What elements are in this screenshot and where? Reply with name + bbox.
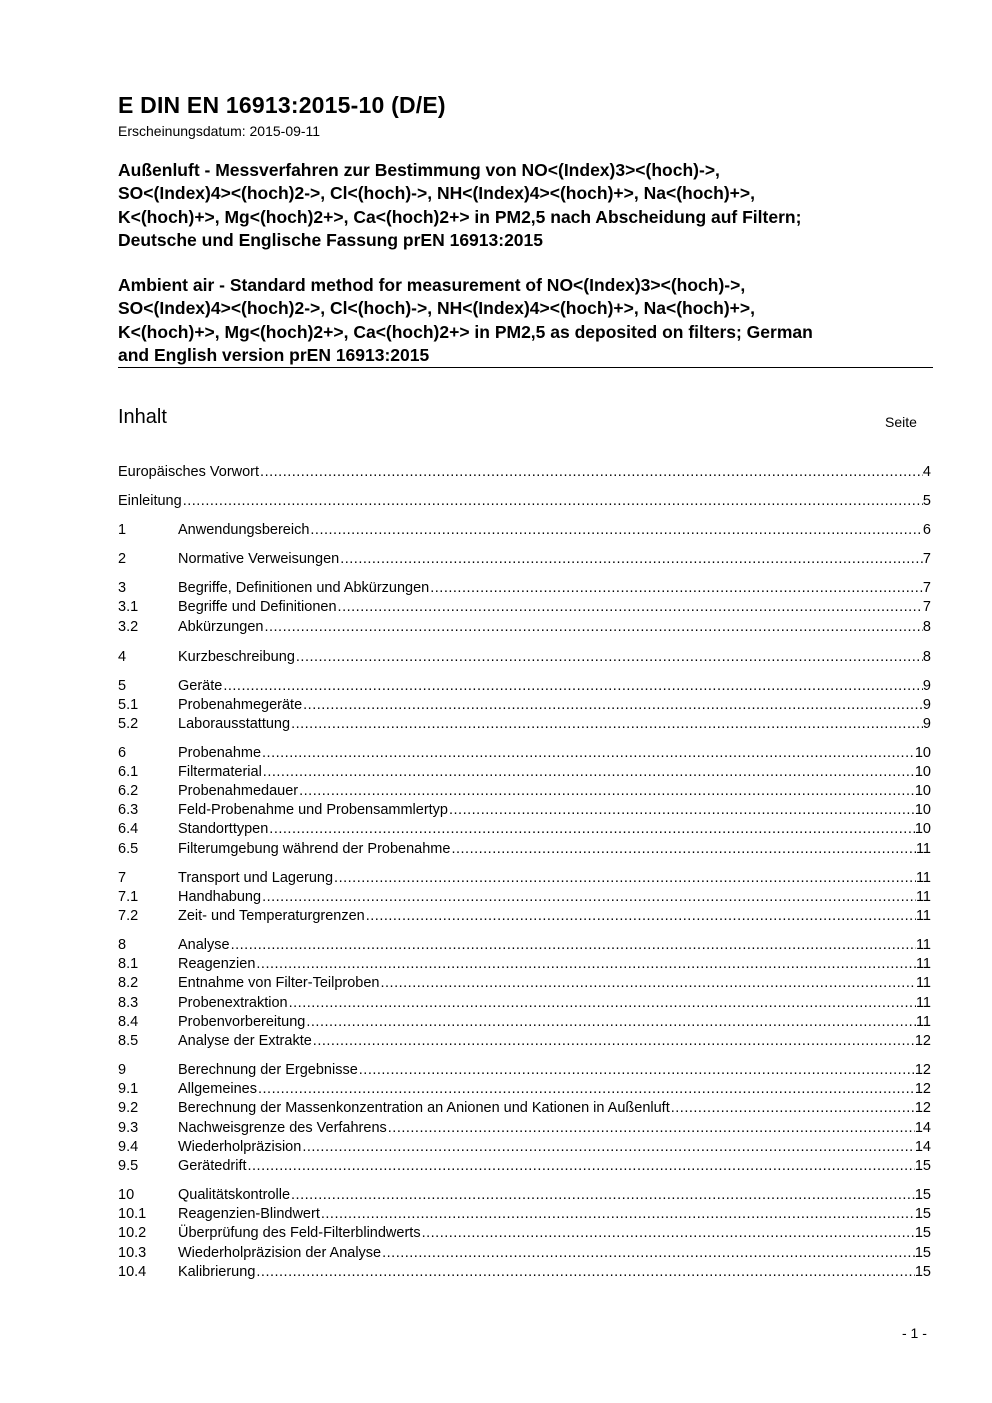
toc-entry[interactable] [118, 1119, 931, 1138]
toc-entry[interactable] [118, 1061, 931, 1080]
toc-entry-number: 5.2 [118, 716, 139, 732]
toc-entry-page: 11 [915, 1014, 931, 1030]
toc-entry-page: 15 [914, 1264, 931, 1280]
toc-entry-number: 4 [118, 649, 127, 665]
toc-entry[interactable] [118, 463, 931, 482]
toc-entry-title: Überprüfung des Feld-Filterblindwerts [178, 1225, 421, 1241]
toc-entry-title: Feld-Probenahme und Probensammlertyp [178, 802, 448, 818]
toc-entry-page: 14 [914, 1139, 931, 1155]
toc-leader-dots [320, 1205, 915, 1224]
toc-leader-dots [339, 550, 923, 569]
toc-entry[interactable] [118, 1099, 931, 1118]
toc-entry-number: 7 [118, 870, 127, 886]
toc-leader-dots [230, 936, 916, 955]
toc-heading: Inhalt [118, 406, 167, 428]
title-english-line: SO<(Index)4><(hoch)2->, Cl<(hoch)->, NH<(Index)4><(hoch)+>, Na<(hoch)+>, [118, 298, 755, 319]
toc-entry-number: 3.1 [118, 599, 139, 615]
toc-entry-page: 11 [915, 908, 931, 924]
toc-leader-dots [381, 1244, 915, 1263]
toc-entry-title: Nachweisgrenze des Verfahrens [178, 1120, 387, 1136]
toc-entry[interactable] [118, 1263, 931, 1282]
toc-leader-dots [387, 1119, 915, 1138]
toc-leader-dots [262, 763, 915, 782]
toc-leader-dots [298, 782, 915, 801]
toc-entry[interactable] [118, 1224, 931, 1243]
toc-entry-number: 10.3 [118, 1245, 147, 1261]
toc-leader-dots [337, 598, 923, 617]
toc-entry-page: 7 [922, 599, 931, 615]
toc-entry-title: Europäisches Vorwort [118, 464, 260, 480]
toc-entry-page: 4 [922, 464, 931, 480]
toc-entry-number: 9.4 [118, 1139, 139, 1155]
toc-entry[interactable] [118, 936, 931, 955]
toc-entry[interactable] [118, 1157, 931, 1176]
title-german-line: Deutsche und Englische Fassung prEN 16913:2015 [118, 229, 544, 250]
toc-leader-dots [312, 1032, 915, 1051]
toc-entry-title: Begriffe und Definitionen [178, 599, 337, 615]
footer-page-number: - 1 - [902, 1325, 927, 1341]
toc-entry-page: 15 [914, 1206, 931, 1222]
toc-entry-title: Anwendungsbereich [178, 522, 310, 538]
toc-entry[interactable] [118, 715, 931, 734]
toc-leader-dots [290, 715, 923, 734]
toc-leader-dots [380, 974, 916, 993]
toc-entry[interactable] [118, 955, 931, 974]
toc-entry-number: 2 [118, 551, 127, 567]
title-german [118, 159, 938, 252]
toc-entry-page: 8 [922, 649, 931, 665]
toc-leader-dots [450, 840, 915, 859]
toc-entry-number: 9 [118, 1062, 127, 1078]
toc-entry[interactable] [118, 974, 931, 993]
toc-leader-dots [222, 677, 923, 696]
toc-entry-number: 6 [118, 745, 127, 761]
toc-entry-number: 8.2 [118, 975, 139, 991]
toc-entry[interactable] [118, 1138, 931, 1157]
toc-entry-page: 9 [922, 697, 931, 713]
toc-leader-dots [305, 1013, 916, 1032]
toc-entry-page: 15 [914, 1158, 931, 1174]
toc-entry-title: Begriffe, Definitionen und Abkürzungen [178, 580, 430, 596]
title-english [118, 274, 938, 367]
title-german-line: Außenluft - Messverfahren zur Bestimmung von NO<(Index)3><(hoch)->, [118, 160, 720, 180]
toc-entry-number: 10.4 [118, 1264, 147, 1280]
toc-entry-title: Gerätedrift [178, 1158, 247, 1174]
toc-entry-title: Analyse [178, 937, 230, 953]
toc-entry-title: Standorttypen [178, 821, 269, 837]
toc-entry-number: 6.2 [118, 783, 139, 799]
toc-leader-dots [421, 1224, 915, 1243]
title-german-line: SO<(Index)4><(hoch)2->, Cl<(hoch)->, NH<(Index)4><(hoch)+>, Na<(hoch)+>, [118, 183, 755, 204]
toc-entry-page: 15 [914, 1225, 931, 1241]
toc-entry-title: Geräte [178, 678, 223, 694]
toc-entry-title: Normative Verweisungen [178, 551, 340, 567]
toc-entry-page: 11 [915, 889, 931, 905]
toc-entry-title: Abkürzungen [178, 619, 264, 635]
toc-leader-dots [670, 1099, 915, 1118]
toc-entry-page: 11 [915, 841, 931, 857]
toc-entry-number: 10 [118, 1187, 135, 1203]
toc-entry-page: 11 [915, 956, 931, 972]
toc-entry-title: Berechnung der Massenkonzentration an Anionen und Kationen in Außenluft [178, 1100, 670, 1116]
toc-leader-dots [255, 1263, 914, 1282]
toc-leader-dots [358, 1061, 915, 1080]
toc-entry[interactable] [118, 744, 931, 763]
toc-leader-dots [261, 744, 915, 763]
toc-entry[interactable] [118, 840, 931, 859]
toc-page-label: Seite [885, 414, 917, 430]
toc-entry-page: 15 [914, 1187, 931, 1203]
toc-entry-page: 5 [922, 493, 931, 509]
toc-entry[interactable] [118, 521, 931, 540]
toc-leader-dots [259, 463, 923, 482]
toc-entry-title: Einleitung [118, 493, 182, 509]
toc-entry-title: Qualitätskontrolle [178, 1187, 291, 1203]
toc-entry-page: 12 [914, 1062, 931, 1078]
toc-leader-dots [268, 820, 915, 839]
toc-entry-number: 7.1 [118, 889, 139, 905]
toc-entry-number: 7.2 [118, 908, 139, 924]
toc-entry-title: Kalibrierung [178, 1264, 256, 1280]
toc-entry[interactable] [118, 1032, 931, 1051]
toc-entry-title: Laborausstattung [178, 716, 291, 732]
toc-entry-number: 1 [118, 522, 127, 538]
toc-entry-number: 5.1 [118, 697, 139, 713]
toc-leader-dots [295, 648, 923, 667]
toc-entry-page: 12 [914, 1081, 931, 1097]
toc-entry-title: Probenextraktion [178, 995, 288, 1011]
toc-entry-number: 5 [118, 678, 127, 694]
toc-entry-page: 11 [915, 870, 931, 886]
toc-entry-title: Zeit- und Temperaturgrenzen [178, 908, 365, 924]
title-divider [118, 367, 933, 368]
toc-entry[interactable] [118, 801, 931, 820]
toc-leader-dots [429, 579, 923, 598]
toc-entry-page: 11 [915, 937, 931, 953]
toc-entry-page: 14 [914, 1120, 931, 1136]
toc-entry[interactable] [118, 994, 931, 1013]
toc-entry[interactable] [118, 1205, 931, 1224]
toc-entry-title: Allgemeines [178, 1081, 257, 1097]
toc-entry-title: Wiederholpräzision [178, 1139, 302, 1155]
toc-entry-title: Handhabung [178, 889, 262, 905]
toc-entry-title: Transport und Lagerung [178, 870, 334, 886]
toc-entry-number: 10.2 [118, 1225, 147, 1241]
toc-entry-number: 6.3 [118, 802, 139, 818]
toc-entry-page: 10 [914, 821, 931, 837]
toc-entry[interactable] [118, 648, 931, 667]
toc-entry[interactable] [118, 492, 931, 511]
toc-entry-page: 9 [922, 678, 931, 694]
toc-leader-dots [301, 1138, 915, 1157]
toc-entry-number: 8.3 [118, 995, 139, 1011]
document-id: E DIN EN 16913:2015-10 (D/E) [118, 92, 446, 118]
toc-leader-dots [247, 1157, 915, 1176]
toc-entry-number: 6.5 [118, 841, 139, 857]
toc-leader-dots [302, 696, 923, 715]
toc-entry-title: Berechnung der Ergebnisse [178, 1062, 358, 1078]
toc-leader-dots [288, 994, 916, 1013]
toc-entry-page: 7 [922, 580, 931, 596]
toc-entry-number: 3 [118, 580, 127, 596]
toc-entry[interactable] [118, 1080, 931, 1099]
toc-entry-title: Probenahme [178, 745, 262, 761]
toc-leader-dots [182, 492, 923, 511]
title-english-line: and English version prEN 16913:2015 [118, 344, 430, 365]
publication-date: Erscheinungsdatum: 2015-09-11 [118, 123, 321, 139]
toc-entry-page: 8 [922, 619, 931, 635]
toc-entry-number: 3.2 [118, 619, 139, 635]
toc-entry-page: 10 [914, 764, 931, 780]
toc-entry-title: Reagenzien [178, 956, 256, 972]
toc-entry-title: Entnahme von Filter-Teilproben [178, 975, 380, 991]
toc-entry-page: 12 [914, 1100, 931, 1116]
title-english-line: Ambient air - Standard method for measurement of NO<(Index)3><(hoch)->, [118, 275, 746, 295]
toc-entry-title: Probenahmegeräte [178, 697, 303, 713]
toc-entry-title: Filtermaterial [178, 764, 262, 780]
toc-entry[interactable] [118, 763, 931, 782]
toc-leader-dots [257, 1080, 915, 1099]
toc-entry-page: 6 [922, 522, 931, 538]
toc-entry[interactable] [118, 1244, 931, 1263]
toc-leader-dots [261, 888, 916, 907]
toc-entry[interactable] [118, 696, 931, 715]
toc-entry[interactable] [118, 1186, 931, 1205]
toc-entry[interactable] [118, 888, 931, 907]
toc-entry[interactable] [118, 618, 931, 637]
toc-entry-page: 10 [914, 802, 931, 818]
toc-leader-dots [309, 521, 923, 540]
toc-entry[interactable] [118, 579, 931, 598]
toc-leader-dots [333, 869, 916, 888]
toc-entry[interactable] [118, 677, 931, 696]
toc-leader-dots [263, 618, 922, 637]
toc-leader-dots [290, 1186, 915, 1205]
toc-entry-number: 8.5 [118, 1033, 139, 1049]
toc-entry-page: 15 [914, 1245, 931, 1261]
toc-entry[interactable] [118, 820, 931, 839]
toc-entry-number: 9.2 [118, 1100, 139, 1116]
toc-entry-number: 8.1 [118, 956, 139, 972]
toc-entry-page: 11 [915, 975, 931, 991]
toc-entry-page: 12 [914, 1033, 931, 1049]
toc-entry-title: Reagenzien-Blindwert [178, 1206, 320, 1222]
toc-entry-page: 10 [914, 745, 931, 761]
toc-entry-page: 9 [922, 716, 931, 732]
toc-entry-title: Kurzbeschreibung [178, 649, 295, 665]
toc-leader-dots [448, 801, 915, 820]
toc-entry-title: Analyse der Extrakte [178, 1033, 312, 1049]
toc-entry-number: 6.1 [118, 764, 139, 780]
toc-entry-title: Filterumgebung während der Probenahme [178, 841, 451, 857]
toc-entry-number: 6.4 [118, 821, 139, 837]
toc-entry-title: Wiederholpräzision der Analyse [178, 1245, 382, 1261]
title-english-line: K<(hoch)+>, Mg<(hoch)2+>, Ca<(hoch)2+> in PM2,5 as deposited on filters; German [118, 321, 813, 342]
toc-entry[interactable] [118, 550, 931, 569]
toc-entry-number: 9.5 [118, 1158, 139, 1174]
toc-entry[interactable] [118, 869, 931, 888]
toc-entry[interactable] [118, 598, 931, 617]
toc-entry-title: Probenvorbereitung [178, 1014, 306, 1030]
toc-entry[interactable] [118, 1013, 931, 1032]
toc-entry-page: 7 [922, 551, 931, 567]
toc-entry-number: 8 [118, 937, 127, 953]
toc-entry-title: Probenahmedauer [178, 783, 299, 799]
toc-entry[interactable] [118, 782, 931, 801]
title-german-line: K<(hoch)+>, Mg<(hoch)2+>, Ca<(hoch)2+> in PM2,5 nach Abscheidung auf Filtern; [118, 206, 802, 227]
toc-entry-number: 9.1 [118, 1081, 139, 1097]
toc-leader-dots [365, 907, 916, 926]
toc-entry[interactable] [118, 907, 931, 926]
toc-leader-dots [255, 955, 916, 974]
toc-entry-number: 9.3 [118, 1120, 139, 1136]
toc-entry-page: 10 [914, 783, 931, 799]
toc-entry-number: 8.4 [118, 1014, 139, 1030]
toc-entry-number: 10.1 [118, 1206, 147, 1222]
toc-entry-page: 11 [915, 995, 931, 1011]
